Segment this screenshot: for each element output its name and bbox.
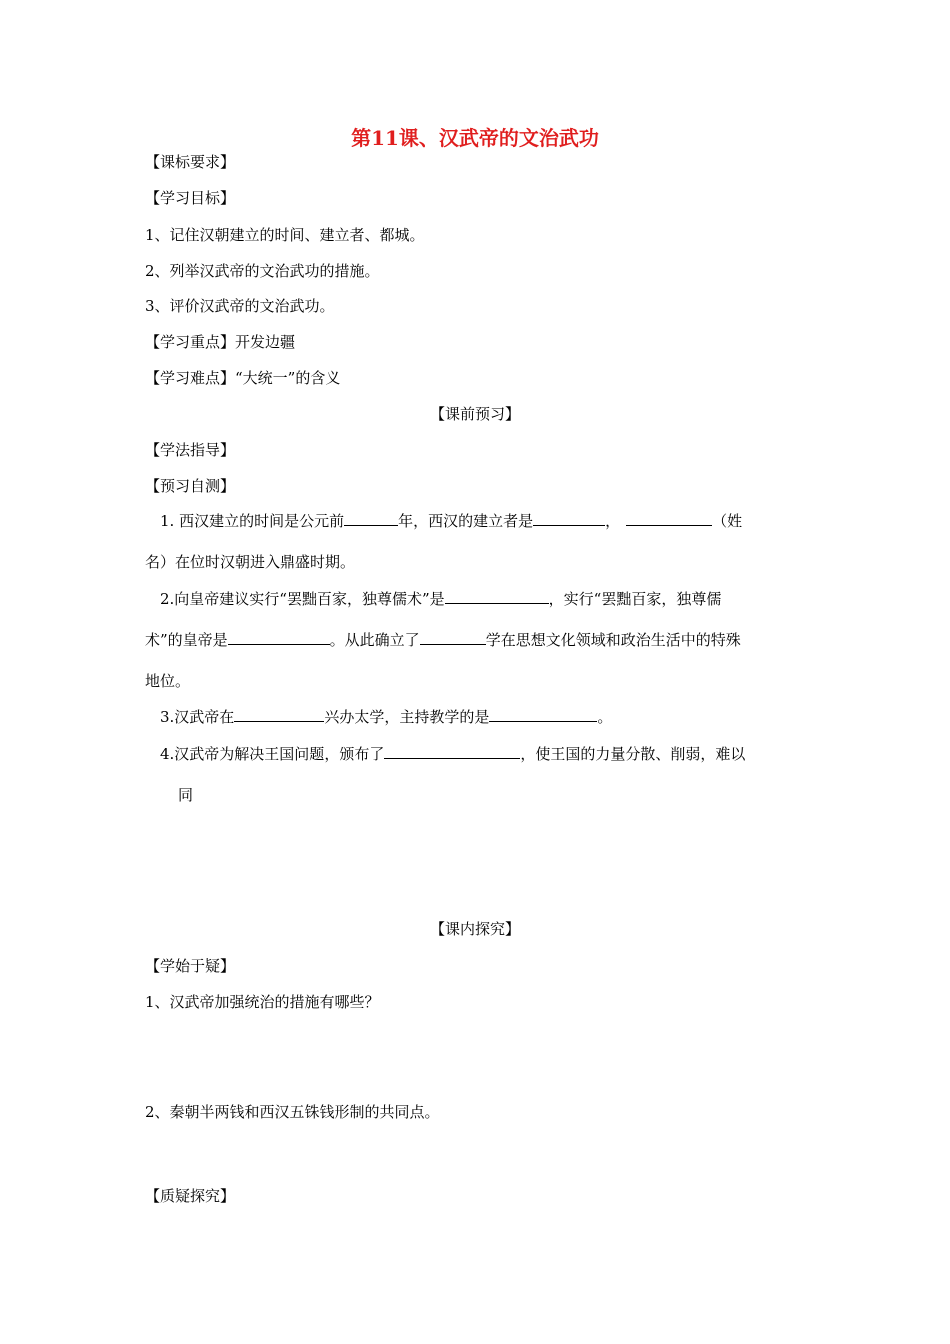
heading-method: 【学法指导】 — [145, 441, 236, 459]
heading-curriculum: 【课标要求】 — [145, 153, 236, 171]
answer-blank[interactable] — [420, 630, 486, 645]
key-point-text: 开发边疆 — [235, 333, 296, 351]
question-text: ，使王国的力量分散、削弱，难以 — [520, 745, 746, 763]
question-text: 术”的皇帝是 — [145, 631, 228, 649]
key-point-label: 【学习重点】 — [145, 333, 236, 351]
question-2-line-1 — [145, 589, 825, 609]
question-text: 兴办太学，主持教学的是 — [324, 708, 490, 726]
question-text: 3.汉武帝在 — [160, 708, 235, 726]
question-text: ， — [605, 512, 621, 530]
question-text: （姓 — [712, 512, 743, 530]
answer-blank[interactable] — [489, 707, 597, 722]
question-3 — [145, 707, 825, 727]
inquiry-item: 1、汉武帝加强统治的措施有哪些？ — [145, 993, 380, 1011]
objective-item: 2、列举汉武帝的文治武功的措施。 — [145, 262, 380, 280]
answer-blank[interactable] — [626, 511, 712, 526]
heading-inquiry: 【课内探究】 — [429, 920, 520, 938]
answer-blank[interactable] — [533, 511, 605, 526]
difficulty-label: 【学习难点】 — [145, 369, 236, 387]
question-text: 2.向皇帝建议实行“罢黜百家，独尊儒术”是 — [160, 590, 445, 608]
page-title: 第11课、汉武帝的文治武功 — [351, 126, 599, 150]
question-1-line-1 — [145, 511, 810, 531]
heading-doubt: 【学始于疑】 — [145, 957, 236, 975]
question-text: ，实行“罢黜百家，独尊儒 — [548, 590, 722, 608]
key-point — [145, 332, 295, 352]
question-text: 1. 西汉建立的时间是公元前 — [160, 512, 345, 530]
question-text: 。从此确立了 — [329, 631, 420, 649]
question-1-line-2: 名）在位时汉朝进入鼎盛时期。 — [145, 553, 356, 571]
question-2-line-3: 地位。 — [145, 672, 191, 690]
answer-blank[interactable] — [234, 707, 324, 722]
question-text: 。 — [597, 708, 613, 726]
question-4-line-1 — [145, 744, 825, 764]
question-text: 4.汉武帝为解决王国问题，颁布了 — [160, 745, 385, 763]
heading-preview: 【课前预习】 — [429, 405, 520, 423]
answer-blank[interactable] — [384, 744, 520, 759]
heading-self-test: 【预习自测】 — [145, 477, 236, 495]
inquiry-item: 2、秦朝半两钱和西汉五铢钱形制的共同点。 — [145, 1103, 440, 1121]
question-4-line-2: 同 — [178, 786, 194, 804]
answer-blank[interactable] — [445, 589, 549, 604]
objective-item: 3、评价汉武帝的文治武功。 — [145, 297, 335, 315]
objective-item: 1、记住汉朝建立的时间、建立者、都城。 — [145, 226, 425, 244]
answer-blank[interactable] — [344, 511, 398, 526]
difficulty — [145, 368, 340, 388]
question-text: 年，西汉的建立者是 — [398, 512, 534, 530]
heading-objectives: 【学习目标】 — [145, 189, 236, 207]
question-2-line-2 — [145, 630, 741, 650]
answer-blank[interactable] — [228, 630, 330, 645]
question-text: 学在思想文化领域和政治生活中的特殊 — [485, 631, 741, 649]
difficulty-text: “大统一”的含义 — [235, 369, 341, 387]
heading-question-inquiry: 【质疑探究】 — [145, 1187, 236, 1205]
